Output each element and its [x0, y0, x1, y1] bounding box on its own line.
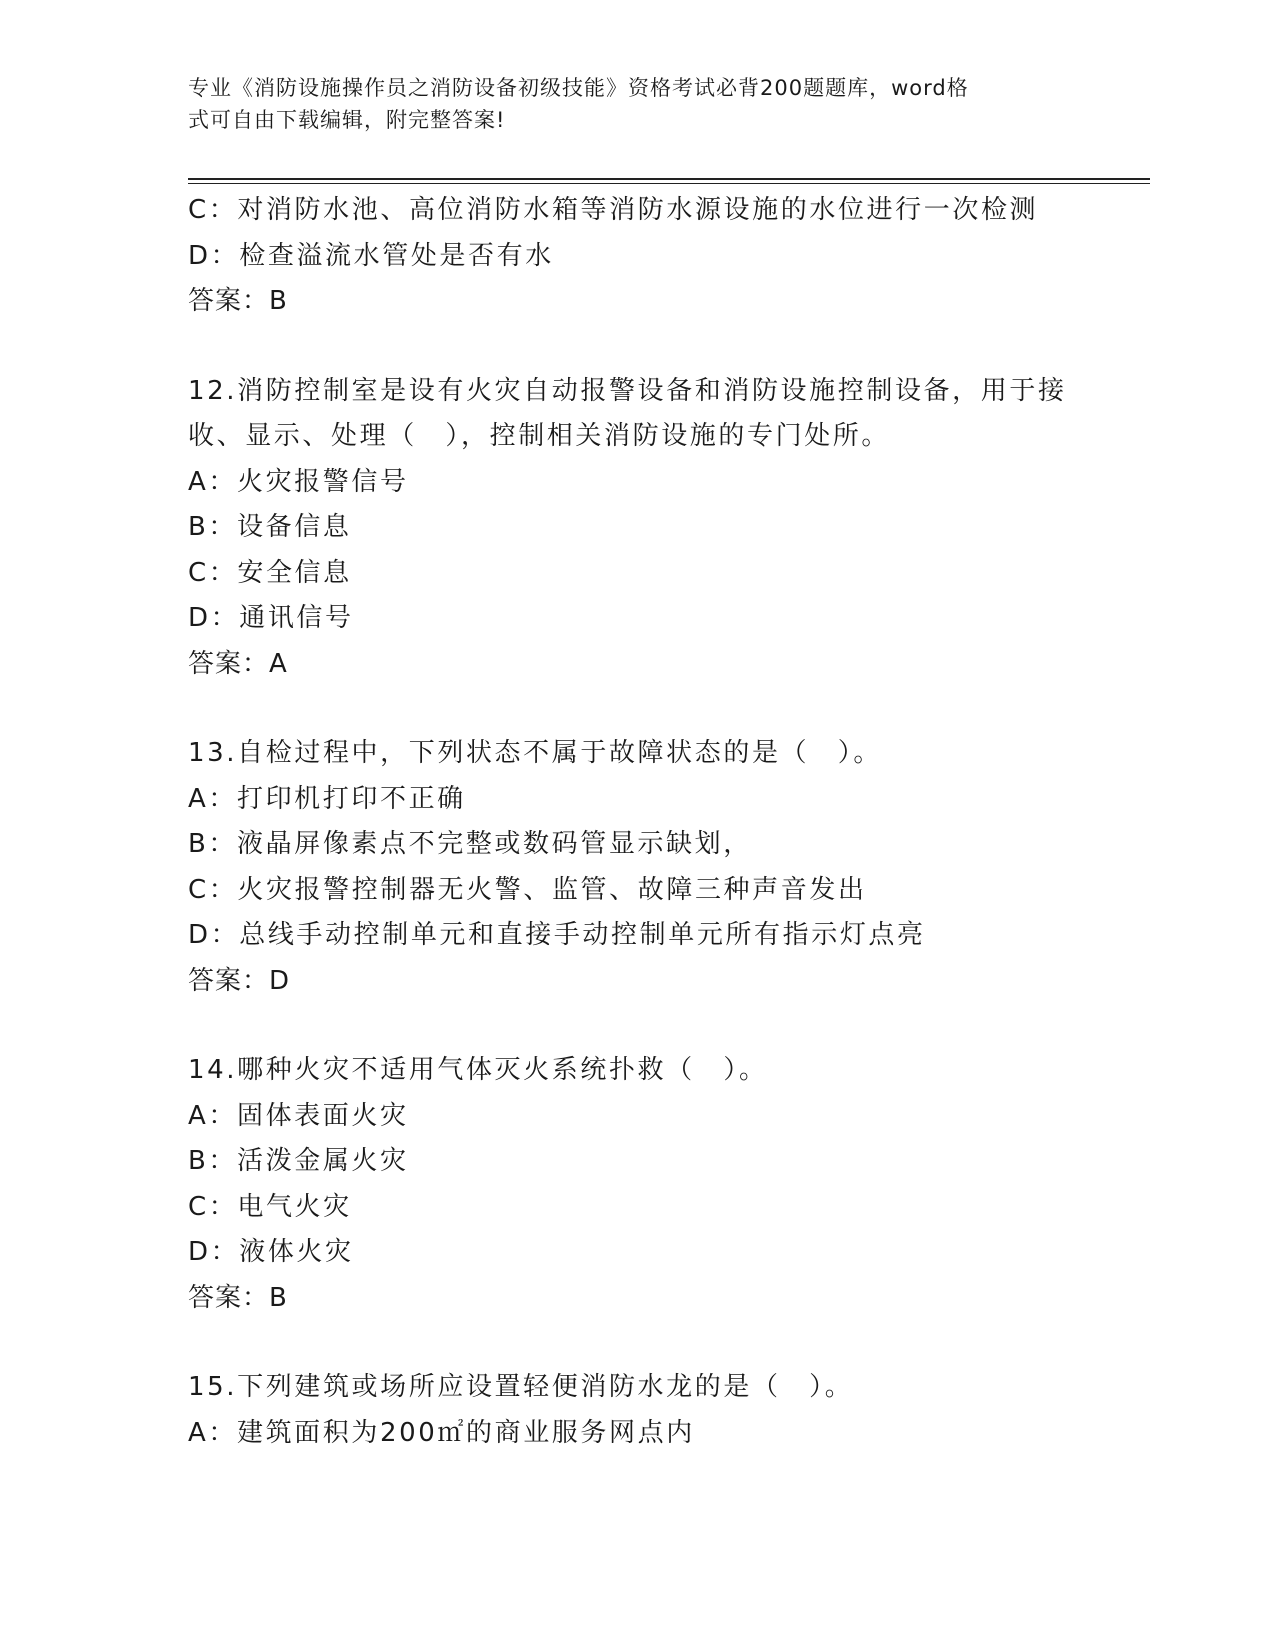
- document-body: [188, 188, 1148, 1456]
- header-line-1: 专业《消防设施操作员之消防设备初级技能》资格考试必背200题题库，word格: [188, 76, 969, 100]
- option-b: B：设备信息: [188, 512, 352, 542]
- header-line-2: 式可自由下载编辑，附完整答案!: [188, 108, 506, 132]
- answer: 答案：A: [188, 648, 288, 679]
- question-stem: 12.消防控制室是设有火灾自动报警设备和消防设施控制设备，用于接: [188, 375, 1067, 406]
- option-d: D：总线手动控制单元和直接手动控制单元所有指示灯点亮: [188, 920, 926, 950]
- option-a: A：建筑面积为200㎡的商业服务网点内: [188, 1417, 695, 1448]
- question-12: [188, 369, 1148, 688]
- question-11-partial: [188, 188, 1148, 325]
- header-divider-thin: [188, 183, 1150, 184]
- option-d: D：液体火灾: [188, 1237, 354, 1267]
- question-15: [188, 1365, 1148, 1456]
- option-b: B：液晶屏像素点不完整或数码管显示缺划，: [188, 829, 752, 859]
- answer: 答案：B: [188, 1282, 288, 1313]
- option-d: D：检查溢流水管处是否有水: [188, 240, 554, 271]
- option-a: A：固体表面火灾: [188, 1100, 409, 1131]
- answer: 答案：D: [188, 965, 291, 996]
- question-stem: 15.下列建筑或场所应设置轻便消防水龙的是（ ）。: [188, 1372, 854, 1402]
- option-a: A：打印机打印不正确: [188, 783, 466, 814]
- question-stem: 14.哪种火灾不适用气体灭火系统扑救（ ）。: [188, 1055, 768, 1085]
- option-c: C：对消防水池、高位消防水箱等消防水源设施的水位进行一次检测: [188, 195, 1039, 225]
- question-stem: 13.自检过程中，下列状态不属于故障状态的是（ ）。: [188, 738, 882, 768]
- option-c: C：电气火灾: [188, 1191, 352, 1222]
- answer: 答案：B: [188, 286, 288, 316]
- question-13: [188, 731, 1148, 1004]
- option-d: D：通讯信号: [188, 603, 354, 633]
- header-divider-thick: [188, 178, 1150, 180]
- document-header: [188, 72, 1068, 136]
- question-14: [188, 1048, 1148, 1321]
- option-a: A：火灾报警信号: [188, 466, 409, 497]
- option-c: C：安全信息: [188, 557, 352, 588]
- option-b: B：活泼金属火灾: [188, 1146, 409, 1176]
- question-stem-cont: 收、显示、处理（ ），控制相关消防设施的专门处所。: [188, 421, 891, 451]
- option-c: C：火灾报警控制器无火警、监管、故障三种声音发出: [188, 874, 867, 905]
